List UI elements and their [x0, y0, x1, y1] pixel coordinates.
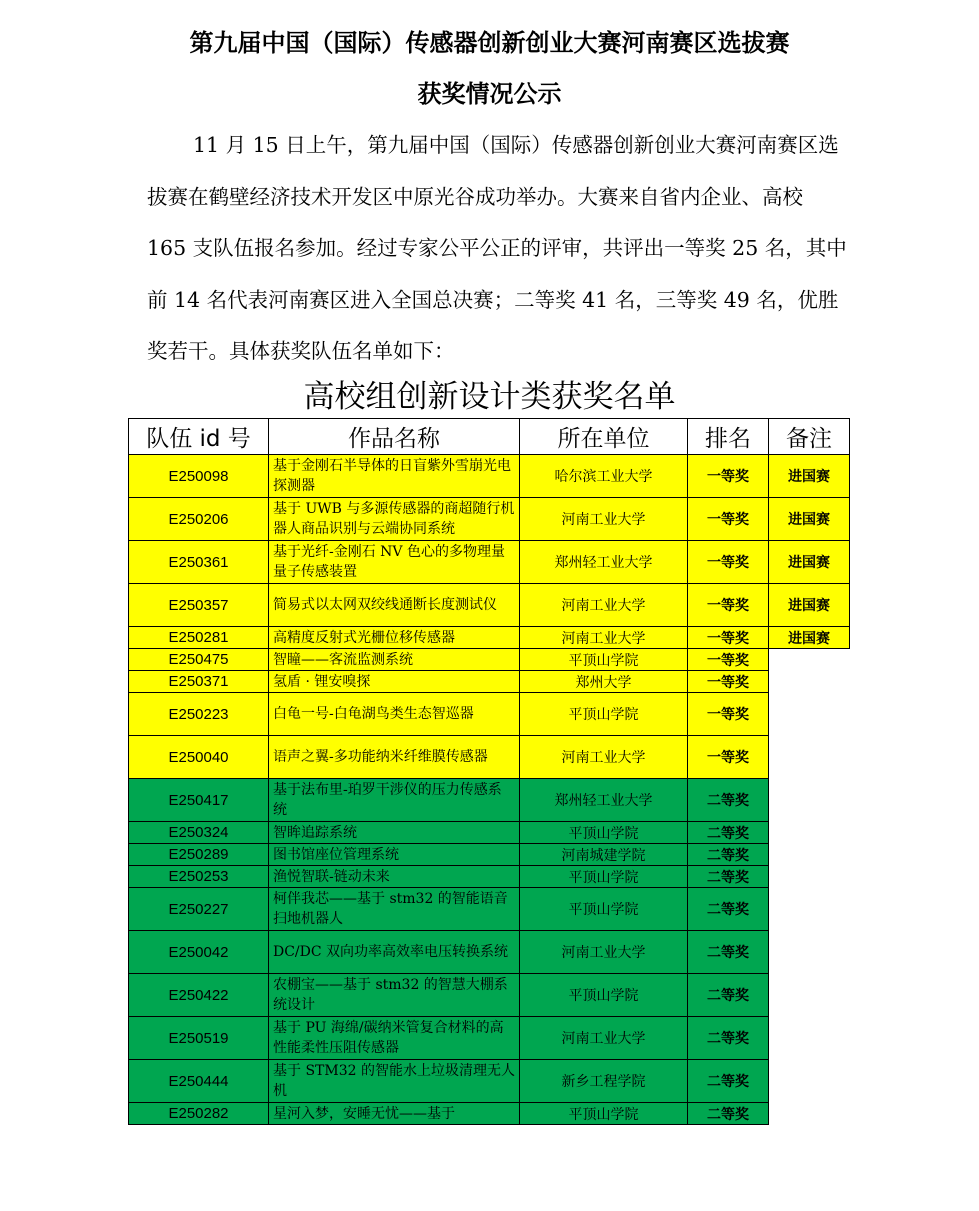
work-name-cell: 基于 STM32 的智能水上垃圾清理无人机: [269, 1060, 520, 1103]
note-cell: [769, 866, 850, 888]
awards-table: [128, 418, 850, 1125]
rank-cell: 二等奖: [688, 844, 769, 866]
rank-cell: 一等奖: [688, 455, 769, 498]
note-cell: [769, 822, 850, 844]
rank-cell: 一等奖: [688, 498, 769, 541]
team-id-cell: E250253: [129, 866, 269, 888]
table-row: [129, 498, 850, 541]
table-row: [129, 541, 850, 584]
header-team-id: 队伍 id 号: [129, 419, 269, 455]
work-name-cell: 基于 UWB 与多源传感器的商超随行机器人商品识别与云端协同系统: [269, 498, 520, 541]
document-subtitle: 获奖情况公示: [417, 80, 562, 108]
work-name-cell: 柯伴我芯——基于 stm32 的智能语音扫地机器人: [269, 888, 520, 931]
note-cell: 进国赛: [769, 584, 850, 627]
note-cell: [769, 931, 850, 974]
work-name-cell: 智瞳——客流监测系统: [269, 649, 520, 671]
unit-cell: 平顶山学院: [520, 649, 688, 671]
work-name-cell: 简易式以太网双绞线通断长度测试仪: [269, 584, 520, 627]
unit-cell: 郑州轻工业大学: [520, 779, 688, 822]
table-row: [129, 1060, 850, 1103]
work-name-cell: 智眸追踪系统: [269, 822, 520, 844]
note-cell: [769, 974, 850, 1017]
table-row: [129, 693, 850, 736]
unit-cell: 河南工业大学: [520, 627, 688, 649]
work-name-cell: 图书馆座位管理系统: [269, 844, 520, 866]
unit-cell: 河南工业大学: [520, 736, 688, 779]
table-row: [129, 671, 850, 693]
unit-cell: 平顶山学院: [520, 866, 688, 888]
work-name-cell: 基于金刚石半导体的日盲紫外雪崩光电探测器: [269, 455, 520, 498]
team-id-cell: E250223: [129, 693, 269, 736]
work-name-cell: 农棚宝——基于 stm32 的智慧大棚系统设计: [269, 974, 520, 1017]
rank-cell: 二等奖: [688, 974, 769, 1017]
team-id-cell: E250289: [129, 844, 269, 866]
note-cell: 进国赛: [769, 627, 850, 649]
team-id-cell: E250324: [129, 822, 269, 844]
unit-cell: 哈尔滨工业大学: [520, 455, 688, 498]
table-title: 高校组创新设计类获奖名单: [303, 379, 676, 415]
team-id-cell: E250282: [129, 1103, 269, 1125]
table-row: [129, 1103, 850, 1125]
team-id-cell: E250227: [129, 888, 269, 931]
unit-cell: 平顶山学院: [520, 693, 688, 736]
work-name-cell: DC/DC 双向功率高效率电压转换系统: [269, 931, 520, 974]
rank-cell: 二等奖: [688, 1017, 769, 1060]
team-id-cell: E250371: [129, 671, 269, 693]
note-cell: [769, 693, 850, 736]
rank-cell: 一等奖: [688, 693, 769, 736]
work-name-cell: 基于 PU 海绵/碳纳米管复合材料的高性能柔性压阻传感器: [269, 1017, 520, 1060]
team-id-cell: E250422: [129, 974, 269, 1017]
work-name-cell: 氢盾 · 锂安嗅探: [269, 671, 520, 693]
table-row: [129, 455, 850, 498]
unit-cell: 河南工业大学: [520, 498, 688, 541]
table-row: [129, 1017, 850, 1060]
table-row: [129, 822, 850, 844]
team-id-cell: E250475: [129, 649, 269, 671]
rank-cell: 二等奖: [688, 1103, 769, 1125]
team-id-cell: E250040: [129, 736, 269, 779]
unit-cell: 平顶山学院: [520, 888, 688, 931]
unit-cell: 郑州轻工业大学: [520, 541, 688, 584]
note-cell: [769, 888, 850, 931]
unit-cell: 河南城建学院: [520, 844, 688, 866]
note-cell: [769, 736, 850, 779]
table-row: [129, 649, 850, 671]
unit-cell: 河南工业大学: [520, 931, 688, 974]
table-body: [129, 455, 850, 1125]
table-row: [129, 888, 850, 931]
rank-cell: 二等奖: [688, 822, 769, 844]
rank-cell: 一等奖: [688, 584, 769, 627]
rank-cell: 一等奖: [688, 627, 769, 649]
intro-paragraph: 11 月 15 日上午，第九届中国（国际）传感器创新创业大赛河南赛区选拔赛在鹤壁经济技术开发区中原光谷成功举办。大赛来自省内企业、高校 165 支队伍报名参加。经过专家公平公正的评审，共评出一等奖 25 名，其中前 14 名代表河南赛区进入全国总决赛；二等奖 41 名，三等奖 49 名，优胜奖若干。具体获奖队伍名单如下：: [147, 133, 847, 363]
table-row: [129, 931, 850, 974]
unit-cell: 郑州大学: [520, 671, 688, 693]
header-unit: 所在单位: [520, 419, 688, 455]
document-title: 第九届中国（国际）传感器创新创业大赛河南赛区选拔赛: [189, 29, 790, 57]
note-cell: [769, 844, 850, 866]
unit-cell: 新乡工程学院: [520, 1060, 688, 1103]
table-row: [129, 844, 850, 866]
table-row: [129, 974, 850, 1017]
rank-cell: 二等奖: [688, 888, 769, 931]
note-cell: 进国赛: [769, 498, 850, 541]
table-row: [129, 736, 850, 779]
unit-cell: 平顶山学院: [520, 822, 688, 844]
rank-cell: 一等奖: [688, 671, 769, 693]
note-cell: 进国赛: [769, 541, 850, 584]
team-id-cell: E250281: [129, 627, 269, 649]
note-cell: [769, 779, 850, 822]
team-id-cell: E250519: [129, 1017, 269, 1060]
table-row: [129, 584, 850, 627]
note-cell: [769, 1017, 850, 1060]
team-id-cell: E250206: [129, 498, 269, 541]
rank-cell: 二等奖: [688, 779, 769, 822]
unit-cell: 河南工业大学: [520, 1017, 688, 1060]
unit-cell: 平顶山学院: [520, 974, 688, 1017]
note-cell: [769, 671, 850, 693]
team-id-cell: E250098: [129, 455, 269, 498]
rank-cell: 一等奖: [688, 541, 769, 584]
work-name-cell: 渔悦智联-链动未来: [269, 866, 520, 888]
rank-cell: 一等奖: [688, 649, 769, 671]
work-name-cell: 星河入梦，安睡无忧——基于: [269, 1103, 520, 1125]
table-header-row: [129, 419, 850, 455]
table-row: [129, 627, 850, 649]
unit-cell: 河南工业大学: [520, 584, 688, 627]
note-cell: 进国赛: [769, 455, 850, 498]
team-id-cell: E250357: [129, 584, 269, 627]
header-work-name: 作品名称: [269, 419, 520, 455]
work-name-cell: 基于光纤-金刚石 NV 色心的多物理量量子传感装置: [269, 541, 520, 584]
rank-cell: 二等奖: [688, 1060, 769, 1103]
table-row: [129, 779, 850, 822]
rank-cell: 二等奖: [688, 866, 769, 888]
note-cell: [769, 649, 850, 671]
work-name-cell: 基于法布里-珀罗干涉仪的压力传感系统: [269, 779, 520, 822]
team-id-cell: E250417: [129, 779, 269, 822]
note-cell: [769, 1060, 850, 1103]
team-id-cell: E250444: [129, 1060, 269, 1103]
unit-cell: 平顶山学院: [520, 1103, 688, 1125]
work-name-cell: 高精度反射式光栅位移传感器: [269, 627, 520, 649]
rank-cell: 一等奖: [688, 736, 769, 779]
work-name-cell: 语声之翼-多功能纳米纤维膜传感器: [269, 736, 520, 779]
note-cell: [769, 1103, 850, 1125]
team-id-cell: E250361: [129, 541, 269, 584]
team-id-cell: E250042: [129, 931, 269, 974]
work-name-cell: 白龟一号-白龟湖鸟类生态智巡器: [269, 693, 520, 736]
header-note: 备注: [769, 419, 850, 455]
table-row: [129, 866, 850, 888]
rank-cell: 二等奖: [688, 931, 769, 974]
header-rank: 排名: [688, 419, 769, 455]
